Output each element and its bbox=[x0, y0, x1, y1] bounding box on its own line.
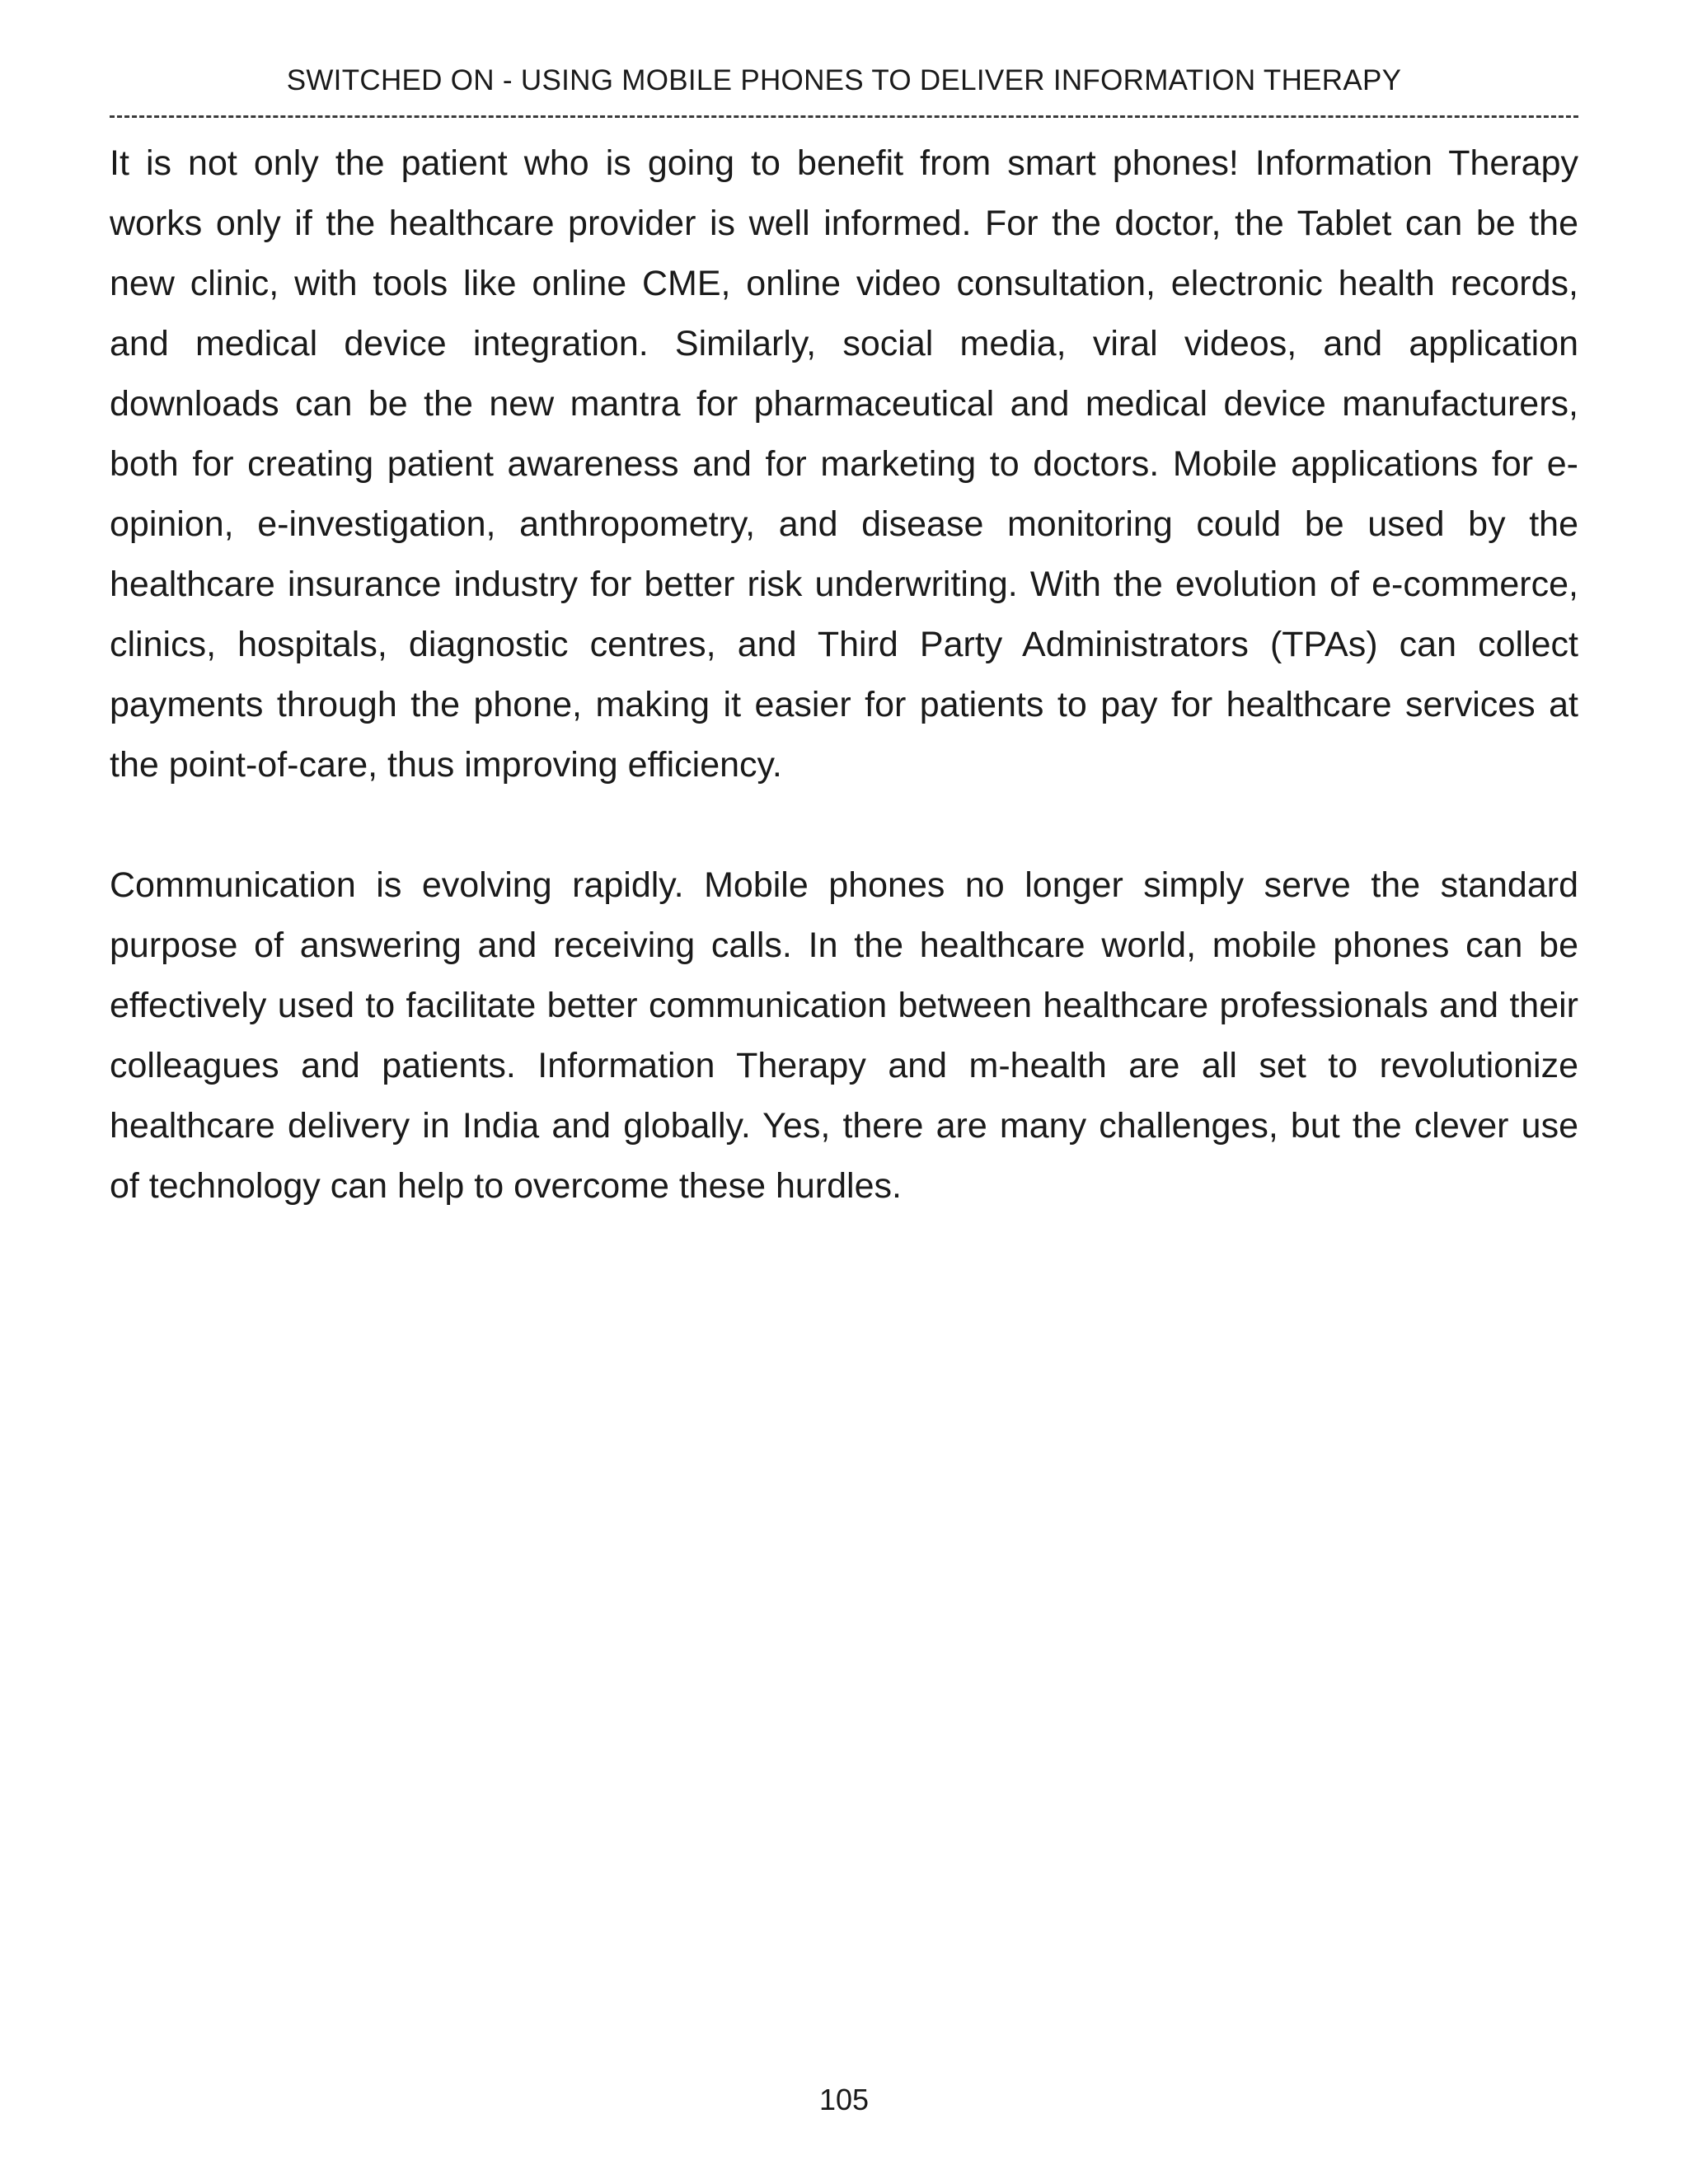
body-paragraph-1: It is not only the patient who is going to benefit from smart phones! Information Therapy works only if the healthcare provider is well informed. For the doctor, the Tablet can be the new clinic, with tools like online CME, online video consultation, electronic health records, and medical device integration. Similarly, social media, viral videos, and application downloads can be the new mantra for pharmaceutical and medical device manufacturers, both for creating patient awareness and for marketing to doctors. Mobile applications for e-opinion, e-investigation, anthropometry, and disease monitoring could be used by the healthcare insurance industry for better risk underwriting. With the evolution of e-commerce, clinics, hospitals, diagnostic centres, and Third Party Administrators (TPAs) can collect payments through the phone, making it easier for patients to pay for healthcare services at the point-of-care, thus improving efficiency. bbox=[110, 143, 1578, 785]
page-number: 105 bbox=[818, 2083, 870, 2116]
body-paragraph-2: Communication is evolving rapidly. Mobile phones no longer simply serve the standard purpose of answering and receiving calls. In the healthcare world, mobile phones can be effectively used to facilitate better communication between healthcare professionals and their colleagues and patients. Information Therapy and m-health are all set to revolutionize healthcare delivery in India and globally. Yes, there are many challenges, but the clever use of technology can help to overcome these hurdles. bbox=[110, 865, 1578, 1206]
header-divider bbox=[110, 115, 1578, 118]
running-header-title: SWITCHED ON - USING MOBILE PHONES TO DELIVER INFORMATION THERAPY bbox=[286, 64, 1402, 96]
page-body bbox=[110, 134, 1578, 1277]
